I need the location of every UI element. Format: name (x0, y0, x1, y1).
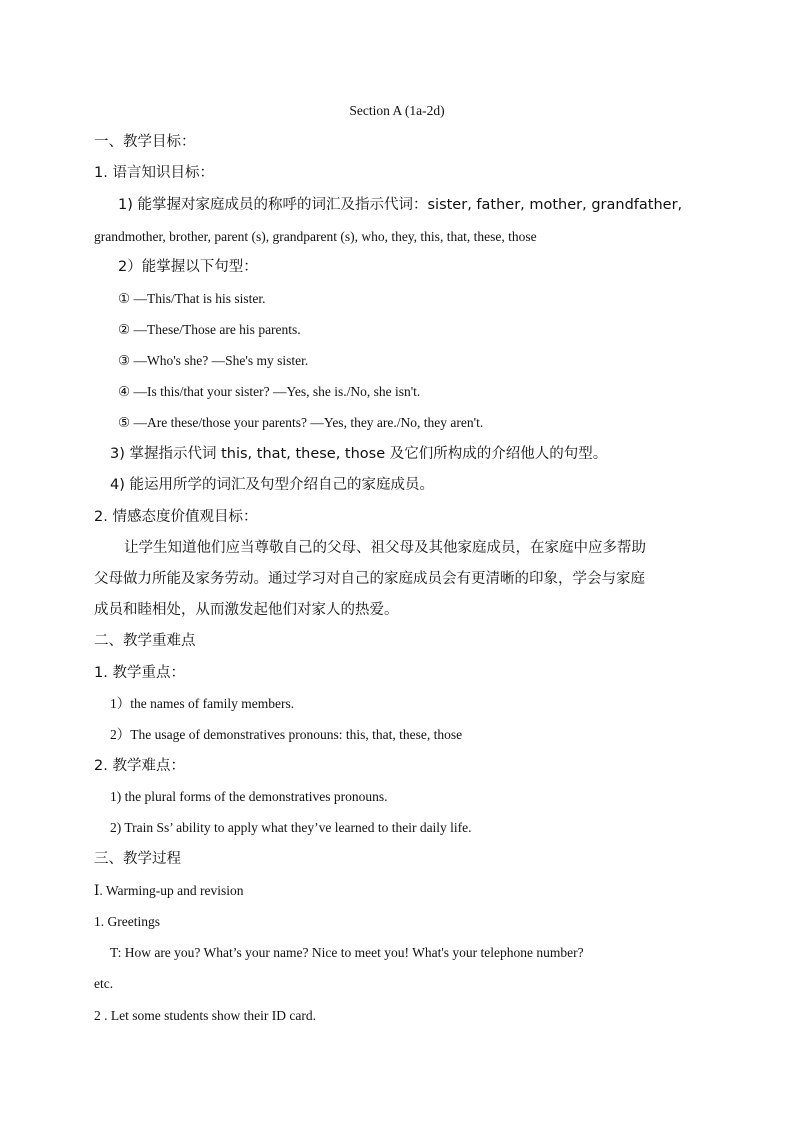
attitude-para-line-2: 父母做力所能及家务劳动。通过学习对自己的家庭成员会有更清晰的印象，学会与家庭 (94, 571, 645, 587)
document-title: Section A (1a-2d) (349, 103, 445, 118)
difficulty-item-2: 2) Train Ss’ ability to apply what they’ve learned to their daily life. (110, 820, 472, 835)
attitude-heading: 2. 情感态度价值观目标： (94, 509, 258, 525)
knowledge-item-3: 3) 掌握指示代词 this, that, these, those 及它们所构成的介绍他人的句型。 (110, 446, 608, 462)
knowledge-item-4: 4) 能运用所学的词汇及句型介绍自己的家庭成员。 (110, 477, 434, 493)
knowledge-item-1-continued: grandmother, brother, parent (s), grandparent (s), who, they, this, that, these, those (94, 229, 537, 244)
attitude-para-line-1: 让学生知道他们应当尊敬自己的父母、祖父母及其他家庭成员，在家庭中应多帮助 (124, 540, 646, 556)
knowledge-item-2: 2）能掌握以下句型： (118, 259, 258, 275)
focus-item-1: 1）the names of family members. (110, 696, 295, 711)
pattern-2: ② —These/Those are his parents. (118, 322, 301, 337)
greetings-heading: 1. Greetings (94, 914, 160, 929)
objectives-heading: 一、教学目标： (94, 134, 196, 150)
difficulty-heading: 2. 教学难点： (94, 758, 185, 774)
pattern-1: ① —This/That is his sister. (118, 291, 266, 306)
focus-item-2: 2）The usage of demonstratives pronouns: this, that, these, those (110, 727, 463, 742)
key-points-heading: 二、教学重难点 (94, 633, 196, 649)
pattern-5: ⑤ —Are these/those your parents? —Yes, they are./No, they aren't. (118, 415, 484, 430)
pattern-3: ③ —Who's she? —She's my sister. (118, 353, 309, 368)
difficulty-item-1: 1) the plural forms of the demonstratives pronouns. (110, 789, 388, 804)
process-heading: 三、教学过程 (94, 851, 181, 867)
attitude-para-line-3: 成员和睦相处，从而激发起他们对家人的热爱。 (94, 602, 399, 618)
greetings-text: T: How are you? What’s your name? Nice to meet you! What's your telephone number? (110, 945, 584, 960)
greetings-text-continued: etc. (94, 976, 114, 991)
focus-heading: 1. 教学重点： (94, 665, 185, 681)
knowledge-heading: 1. 语言知识目标： (94, 165, 214, 181)
process-section-1: Ⅰ. Warming-up and revision (94, 883, 244, 898)
pattern-4: ④ —Is this/that your sister? —Yes, she is./No, she isn't. (118, 384, 421, 399)
step-2: 2 . Let some students show their ID card. (94, 1008, 316, 1023)
knowledge-item-1: 1) 能掌握对家庭成员的称呼的词汇及指示代词：sister, father, mother, grandfather, (118, 197, 683, 213)
